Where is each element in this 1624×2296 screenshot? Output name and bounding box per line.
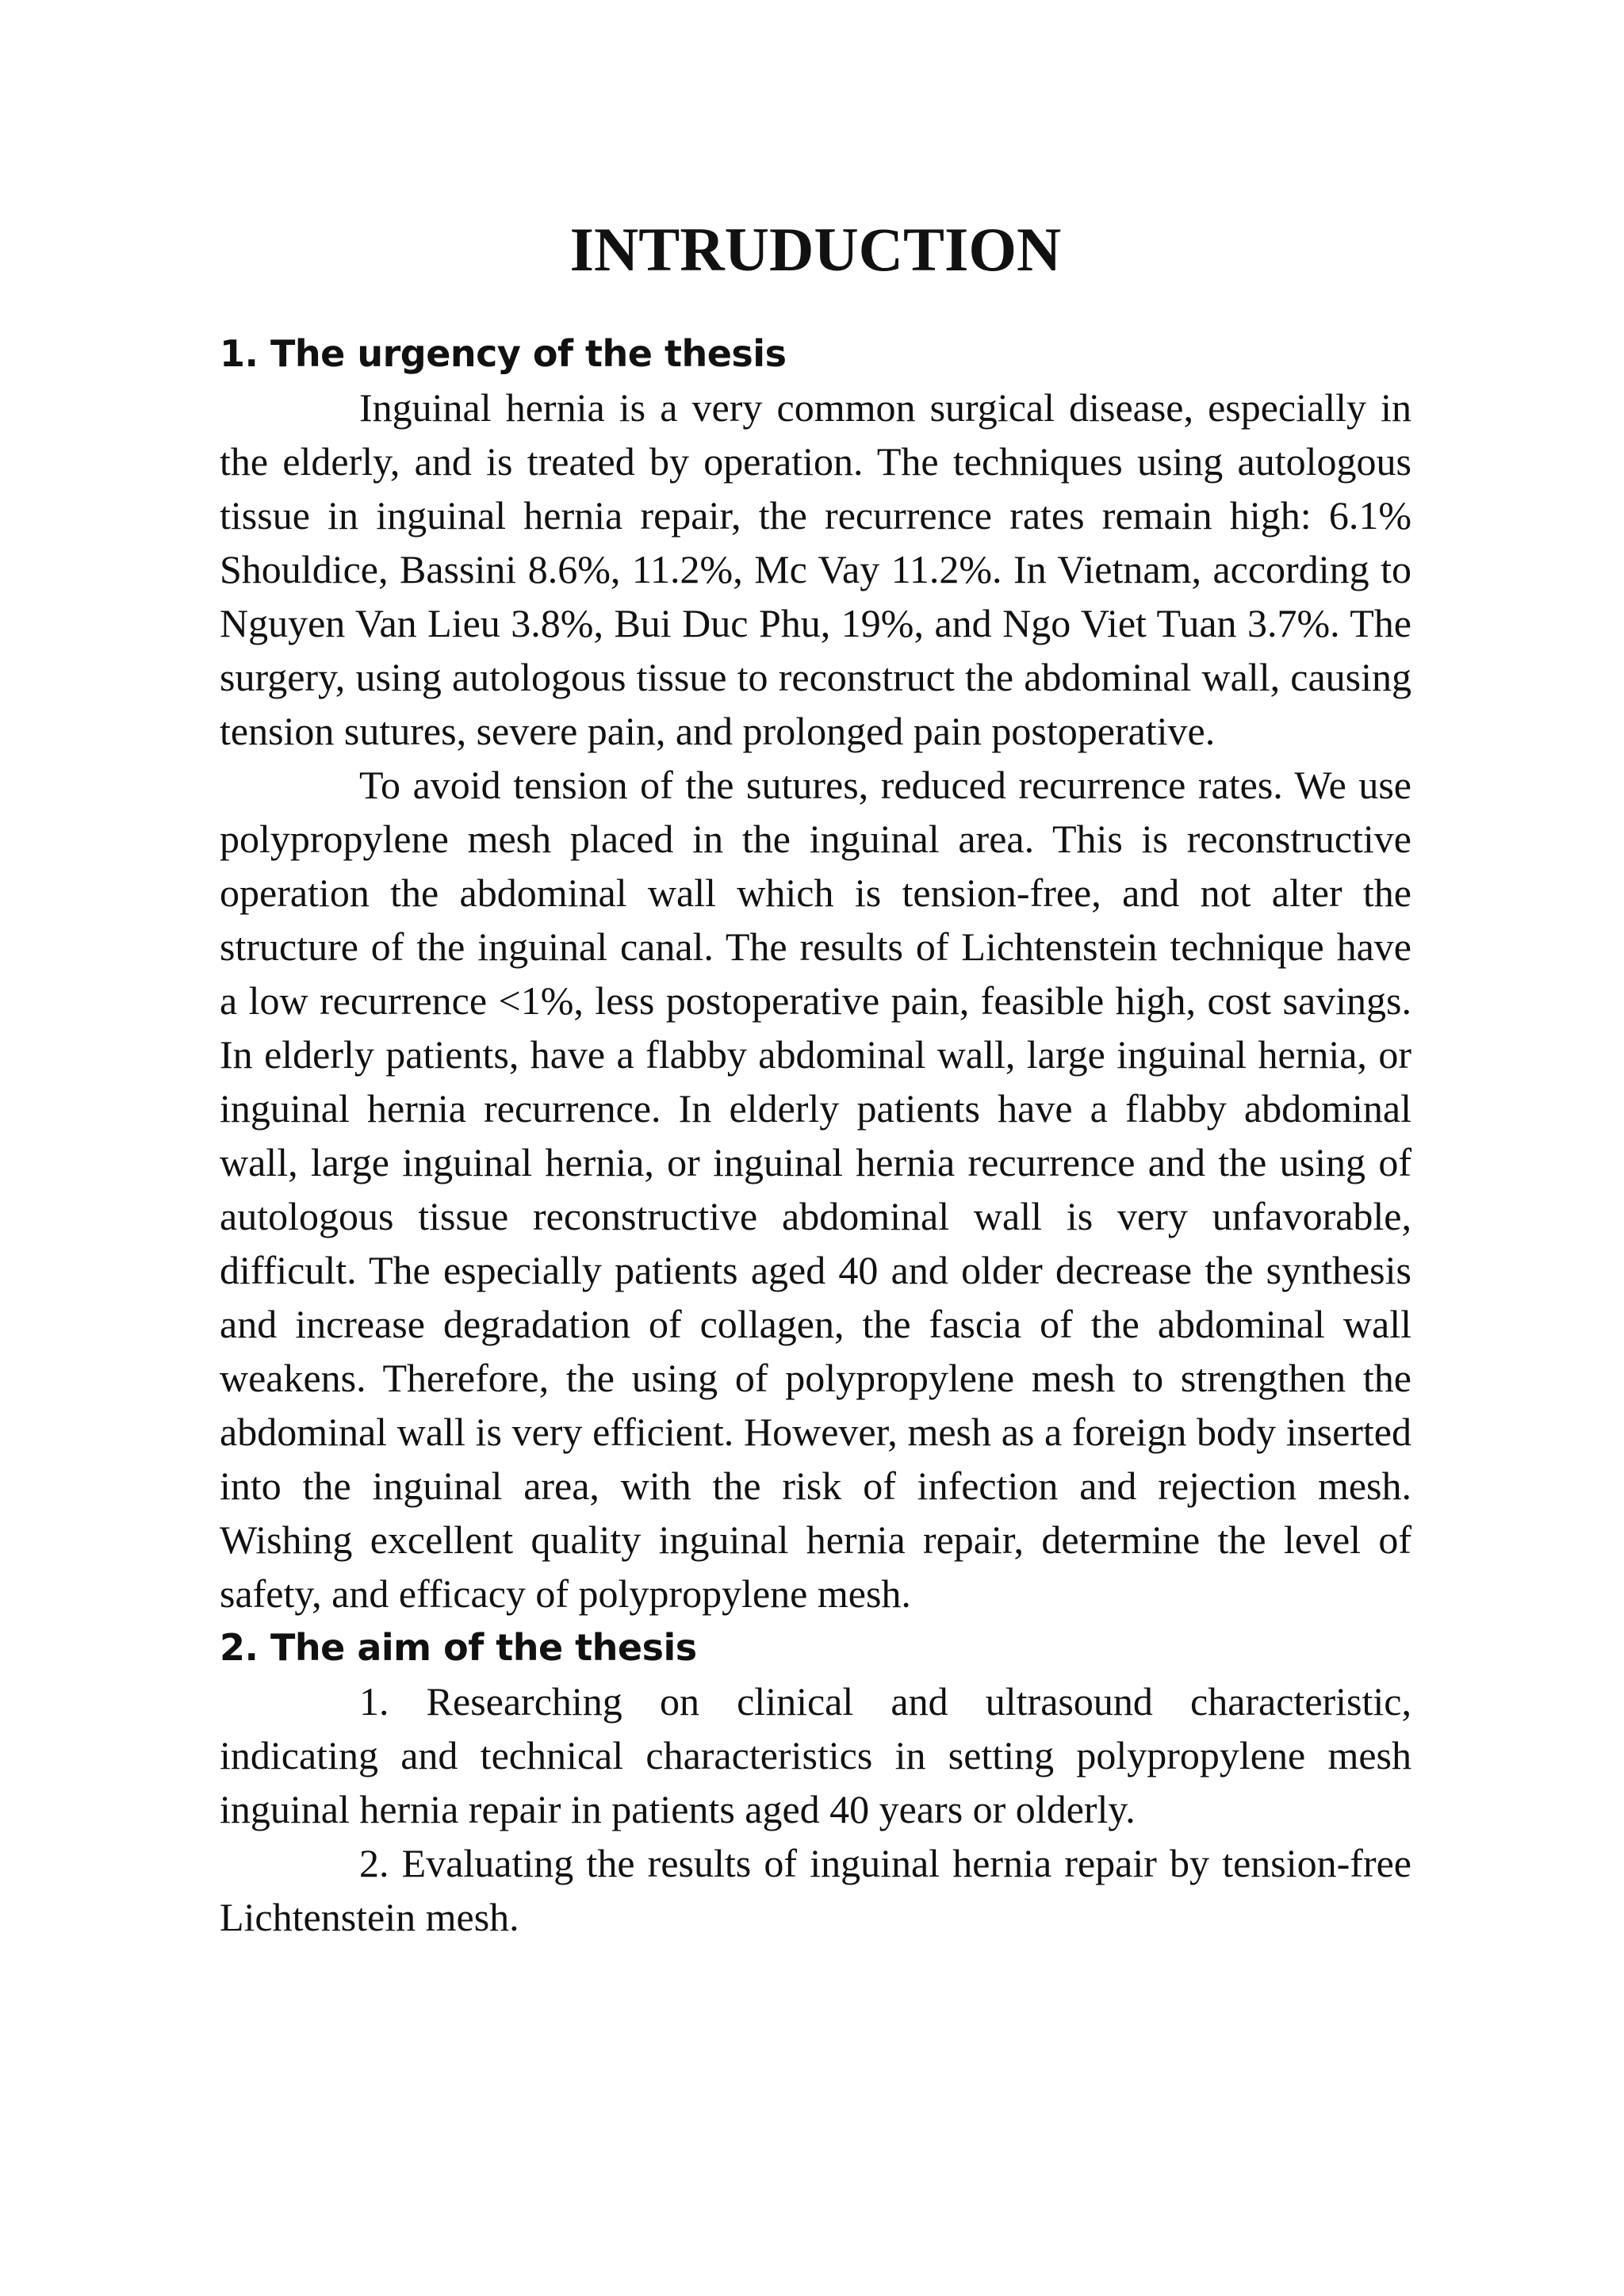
paragraph-aim-2: 2. Evaluating the results of inguinal hernia repair by tension-free Lichtenstein mesh.: [220, 1841, 1411, 1939]
section-heading-urgency: 1. The urgency of the thesis: [220, 332, 787, 375]
paragraph-urgency-1: Inguinal hernia is a very common surgical disease, especially in the elderly, and is treated by operation. The techniques using autologous tissue in inguinal hernia repair, the recurrence rates remain high: 6.1% Shouldice, Bassini 8.6%, 11.2%, Mc Vay 11.2%. In Vietnam, according to Nguyen Van Lieu 3.8%, Bui Duc Phu, 19%, and Ngo Viet Tuan 3.7%. The surgery, using autologous tissue to reconstruct the abdominal wall, causing tension sutures, severe pain, and prolonged pain postoperative.: [220, 385, 1411, 753]
section-aim: [220, 1621, 1411, 1944]
document-page: [220, 206, 1411, 1944]
paragraph-aim-1: 1. Researching on clinical and ultrasound characteristic, indicating and technical characteristics in setting polypropylene mesh inguinal hernia repair in patients aged 40 years or olderly.: [220, 1679, 1411, 1831]
paragraph-urgency-2: To avoid tension of the sutures, reduced recurrence rates. We use polypropylene mesh placed in the inguinal area. This is reconstructive operation the abdominal wall which is tension-free, and not alter the structure of the inguinal canal. The results of Lichtenstein technique have a low recurrence <1%, less postoperative pain, feasible high, cost savings. In elderly patients, have a flabby abdominal wall, large inguinal hernia, or inguinal hernia recurrence. In elderly patients have a flabby abdominal wall, large inguinal hernia, or inguinal hernia recurrence and the using of autologous tissue reconstructive abdominal wall is very unfavorable, difficult. The especially patients aged 40 and older decrease the synthesis and increase degradation of collagen, the fascia of the abdominal wall weakens. Therefore, the using of polypropylene mesh to strengthen the abdominal wall is very efficient. However, mesh as a foreign body inserted into the inguinal area, with the risk of infection and rejection mesh. Wishing excellent quality inguinal hernia repair, determine the level of safety, and efficacy of polypropylene mesh.: [220, 763, 1411, 1616]
section-urgency: [220, 327, 1411, 1621]
document-title: INTRUDUCTION: [569, 215, 1062, 284]
section-heading-aim: 2. The aim of the thesis: [220, 1626, 697, 1669]
